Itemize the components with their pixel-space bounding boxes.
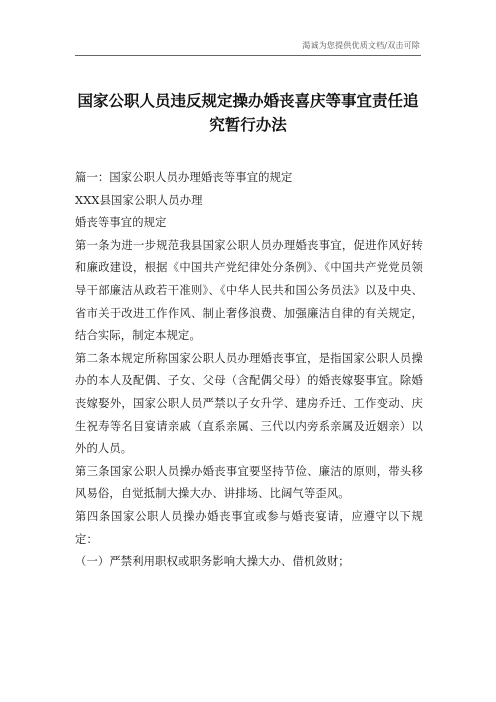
- paragraph: 婚丧等事宜的规定: [75, 216, 167, 230]
- title-line-2: 究暂行办法: [209, 116, 287, 134]
- paragraph: （一）严禁利用职权或职务影响大操大办、借机敛财；: [75, 555, 350, 569]
- paragraph: XXX县国家公职人员办理: [75, 193, 203, 207]
- document-title: [74, 89, 422, 137]
- paragraph: 第四条国家公职人员操办婚丧事宜或参与婚丧宴请，应遵守以下规定：: [75, 509, 423, 546]
- paragraph: 第二条本规定所称国家公职人员办理婚丧事宜，是指国家公职人员操办的本人及配偶、子女、父母（含配偶父母）的婚丧嫁娶事宜。除婚丧嫁娶外，国家公职人员严禁以子女升学、建房乔迁、工作变动、庆生祝寿等名目宴请亲戚（直系亲属、三代以内旁系亲属及近姻亲）以外的人员。: [75, 351, 423, 456]
- paragraph: 第三条国家公职人员操办婚丧事宜要坚持节俭、廉洁的原则，带头移风易俗，自觉抵制大操大办、讲排场、比阔气等歪风。: [75, 464, 423, 501]
- title-line-1: 国家公职人员违反规定操办婚丧喜庆等事宜责任追: [77, 92, 419, 110]
- header-note: 渴诚为您提供优质文档/双击可除: [302, 41, 420, 50]
- paragraph: 第一条为进一步规范我县国家公职人员办理婚丧事宜，促进作风好转和廉政建设，根据《中国共产党纪律处分条例》、《中国共产党党员领导干部廉洁从政若干准则》、《中华人民共和国公务员法》以及中央、省市关于改进工作作风、制止奢侈浪费、加强廉洁自律的有关规定，结合实际，制定本规定。: [75, 238, 423, 343]
- document-body: [75, 167, 423, 574]
- paragraph: 篇一：国家公职人员办理婚丧等事宜的规定: [75, 171, 293, 184]
- header-divider: [75, 55, 421, 56]
